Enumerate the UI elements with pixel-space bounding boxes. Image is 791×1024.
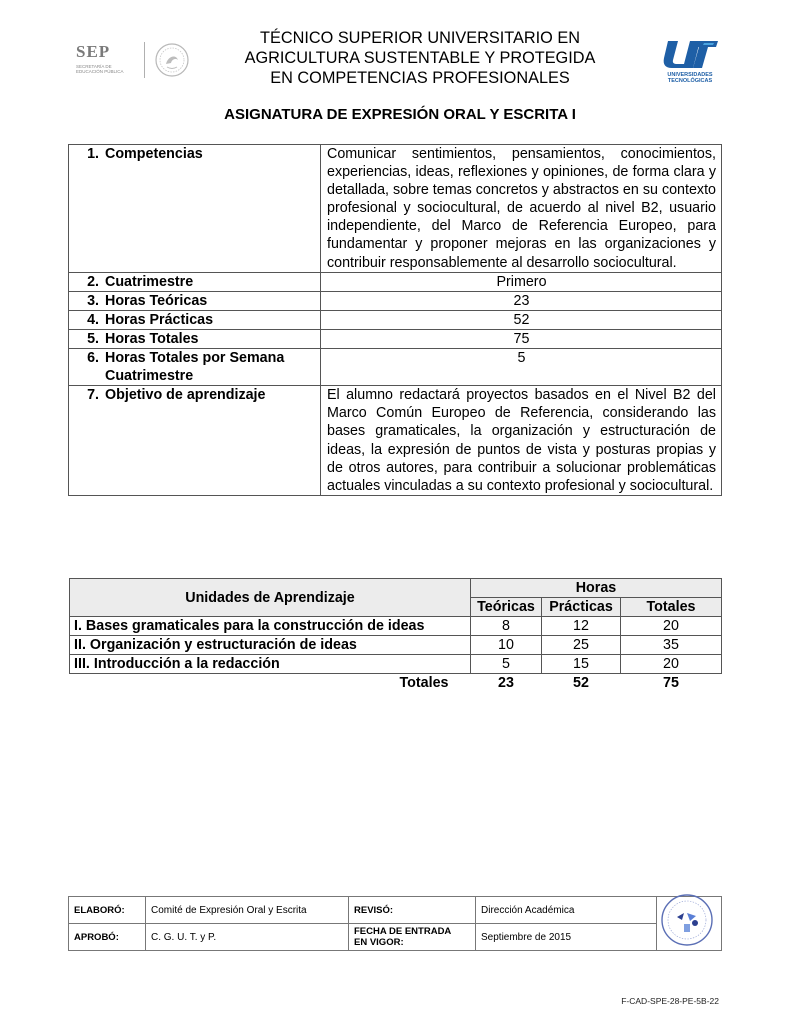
program-title-line: TÉCNICO SUPERIOR UNIVERSITARIO EN: [260, 29, 580, 47]
info-label-cell: [69, 272, 321, 291]
totals-total: 75: [663, 675, 679, 691]
row-label: Horas Totales por Semana: [105, 350, 285, 367]
table-row: [70, 655, 722, 674]
theory-hours-cell: 5: [471, 655, 542, 674]
info-value-cell: 75: [321, 329, 722, 348]
table-row: [69, 145, 722, 273]
subject-title: ASIGNATURA DE EXPRESIÓN ORAL Y ESCRITA I: [224, 106, 576, 123]
unit-name-cell: I. Bases gramaticales para la construcción de ideas: [70, 617, 471, 636]
row-label: Cuatrimestre: [105, 273, 194, 290]
theory-hours-cell: 8: [471, 617, 542, 636]
sep-logo-subtext: SECRETARÍA DE EDUCACIÓN PÚBLICA: [76, 64, 124, 74]
learning-units-table: [69, 578, 722, 692]
program-title-line: EN COMPETENCIAS PROFESIONALES: [270, 69, 570, 87]
form-code: F-CAD-SPE-28-PE-5B-22: [621, 996, 719, 1006]
table-row: [69, 924, 722, 951]
row-number: 6.: [87, 350, 99, 367]
table-row: [69, 291, 722, 310]
table-header-row: [70, 579, 722, 598]
row-number: 4.: [87, 311, 99, 328]
row-label: Horas Prácticas: [105, 311, 214, 328]
practice-hours-cell: 15: [542, 655, 621, 674]
unit-name-cell: II. Organización y estructuración de ideas: [70, 636, 471, 655]
ut-logo-icon: [660, 38, 720, 72]
info-value-cell: 23: [321, 291, 722, 310]
table-row: [69, 897, 722, 924]
info-label-cell: [69, 349, 321, 386]
row-number: 3.: [87, 292, 99, 309]
table-row: [69, 272, 722, 291]
info-value-cell: 5: [321, 349, 722, 386]
total-header-cell: Totales: [621, 598, 722, 617]
totals-row: [70, 674, 722, 693]
info-label-cell: [69, 329, 321, 348]
program-title: [200, 28, 640, 88]
info-label-cell: [69, 291, 321, 310]
practice-header-cell: Prácticas: [542, 598, 621, 617]
row-label: Objetivo de aprendizaje: [105, 387, 266, 404]
fecha-label-line: FECHA DE ENTRADA: [354, 926, 452, 937]
total-hours-cell: 20: [621, 617, 722, 636]
sep-logo-divider: [144, 42, 145, 78]
fecha-value: Septiembre de 2015: [476, 924, 657, 951]
row-label-continuation: Cuatrimestre: [105, 368, 194, 385]
unit-name-cell: III. Introducción a la redacción: [70, 655, 471, 674]
ut-logo: [660, 38, 720, 93]
total-hours-cell: 35: [621, 636, 722, 655]
table-row: [70, 617, 722, 636]
elaboro-value: Comité de Expresión Oral y Escrita: [146, 897, 349, 924]
row-label: Horas Totales: [105, 330, 199, 347]
sep-logo: [68, 40, 203, 80]
practice-hours-cell: 25: [542, 636, 621, 655]
row-number: 5.: [87, 330, 99, 347]
row-number: 1.: [87, 146, 99, 162]
table-row: [69, 386, 722, 496]
reviso-value: Dirección Académica: [476, 897, 657, 924]
info-value-cell: Comunicar sentimientos, pensamientos, conocimientos, experiencias, ideas, reflexiones y opiniones, de forma clara y detallada, sobre temas concretos y abstractos en su contexto profesional y sociocultural, de acuerdo al nivel B2, usuario independiente, del Marco de Referencia Europeo, para fundamentar y proponer mejoras en las organizaciones y contribuir responsablemente al desarrollo sociocultural.: [321, 145, 722, 273]
info-label-cell: [69, 145, 321, 273]
aprobo-label: APROBÓ:: [69, 924, 146, 951]
program-title-line: AGRICULTURA SUSTENTABLE Y PROTEGIDA: [244, 49, 596, 67]
mexico-seal-icon: [154, 42, 190, 78]
total-hours-cell: 20: [621, 655, 722, 674]
subject-info-table: [68, 144, 722, 496]
sep-logo-text: SEP: [76, 42, 111, 61]
totals-label: Totales: [399, 675, 449, 691]
info-label-cell: [69, 386, 321, 496]
reviso-label: REVISÓ:: [349, 897, 476, 924]
info-label-cell: [69, 310, 321, 329]
approval-footer-table: [68, 896, 722, 951]
row-number: 2.: [87, 273, 99, 290]
practice-hours-cell: 12: [542, 617, 621, 636]
table-row: [69, 310, 722, 329]
table-row: [69, 329, 722, 348]
totals-theory: 23: [498, 675, 514, 691]
table-row: [69, 349, 722, 386]
info-value-cell: Primero: [321, 272, 722, 291]
fecha-label: [349, 924, 476, 951]
row-number: 7.: [87, 387, 99, 404]
theory-hours-cell: 10: [471, 636, 542, 655]
info-value-cell: 52: [321, 310, 722, 329]
row-label: Competencias: [105, 146, 203, 162]
row-label: Horas Teóricas: [105, 292, 208, 309]
info-value-cell: El alumno redactará proyectos basados en el Nivel B2 del Marco Común Europeo de Referencia, considerando las bases gramaticales, la organización y estructuración de ideas, la expresión de puntos de vista y posturas propias y de otros autores, para contribuir a solucionar problemáticas actuales vinculadas a su contexto profesional y sociocultural.: [321, 386, 722, 496]
fecha-label-line: EN VIGOR:: [354, 937, 404, 948]
theory-header-cell: Teóricas: [471, 598, 542, 617]
aprobo-value: C. G. U. T. y P.: [146, 924, 349, 951]
units-header-cell: Unidades de Aprendizaje: [70, 579, 471, 617]
elaboro-label: ELABORÓ:: [69, 897, 146, 924]
ut-logo-caption: UNIVERSIDADES TECNOLÓGICAS: [667, 72, 713, 84]
coordination-stamp-icon: [660, 893, 714, 947]
hours-header-cell: Horas: [471, 579, 722, 598]
table-row: [70, 636, 722, 655]
totals-practice: 52: [573, 675, 589, 691]
